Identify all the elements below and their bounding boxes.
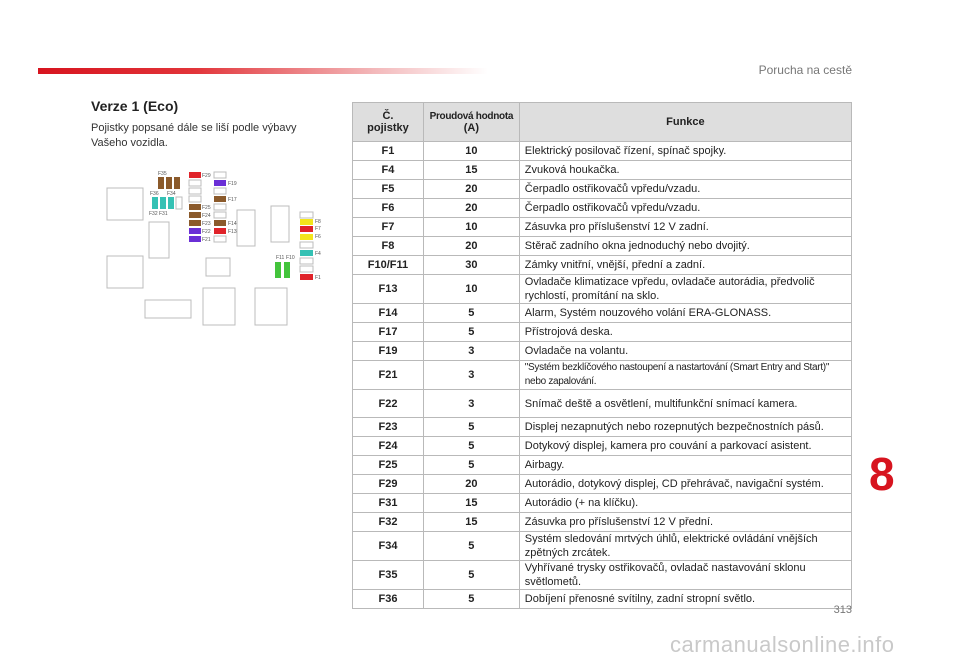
- fuse-number-cell: F32: [353, 513, 424, 532]
- fuse-function-cell: Zámky vnitřní, vnější, přední a zadní.: [519, 256, 851, 275]
- table-row: [353, 304, 852, 323]
- fuse-current-cell: 3: [423, 342, 519, 361]
- fuse-function-cell: Přístrojová deska.: [519, 323, 851, 342]
- fuse-slot: [300, 258, 313, 264]
- fuse-F22: [189, 228, 201, 234]
- fuse-number-cell: F23: [353, 418, 424, 437]
- relay-block: [255, 288, 287, 325]
- fuse-number-cell: F13: [353, 275, 424, 304]
- table-row: [353, 590, 852, 609]
- col-header-function: Funkce: [519, 103, 851, 142]
- fuse-F25: [189, 204, 201, 210]
- fuse-F35b: [166, 177, 172, 189]
- fuse-current-cell: 5: [423, 561, 519, 590]
- fuse-slot: [300, 212, 313, 218]
- section-intro: Pojistky popsané dále se liší podle výbavy Vašeho vozidla.: [91, 122, 297, 149]
- fuse-label: F35: [158, 171, 167, 177]
- fuse-number-cell: F1: [353, 142, 424, 161]
- table-row: [353, 161, 852, 180]
- table-row: [353, 532, 852, 561]
- fuse-slot: [214, 212, 226, 218]
- fuse-label: F6: [315, 234, 321, 240]
- fuse-number-cell: F35: [353, 561, 424, 590]
- table-row: [353, 513, 852, 532]
- fuse-label: F1: [315, 275, 321, 281]
- fuse-slot: [189, 180, 201, 186]
- fuse-label: F29: [202, 173, 211, 179]
- fuse-F11: [275, 262, 281, 278]
- fuse-current-cell: 20: [423, 237, 519, 256]
- fuse-function-cell: Čerpadlo ostřikovačů vpředu/vzadu.: [519, 199, 851, 218]
- table-row: [353, 361, 852, 390]
- fuse-slot: [214, 204, 226, 210]
- fuse-label: F14: [228, 221, 237, 227]
- table-row: [353, 418, 852, 437]
- fuse-F23: [189, 220, 201, 226]
- page-number: 313: [833, 604, 852, 616]
- fuse-F21: [189, 236, 201, 242]
- fuse-function-cell: "Systém bezklíčového nastoupení a nastartování (Smart Entry and Start)" nebo zapalování.: [519, 361, 851, 390]
- fuse-number-cell: F8: [353, 237, 424, 256]
- fuse-label: F23: [202, 221, 211, 227]
- fuse-label: F22: [202, 229, 211, 235]
- fuse-label: F17: [228, 197, 237, 203]
- fuse-slot: [300, 242, 313, 248]
- relay-block: [145, 300, 191, 318]
- fuse-function-cell: Dobíjení přenosné svítilny, zadní stropní světlo.: [519, 590, 851, 609]
- fuse-F7: [300, 226, 313, 232]
- table-row: [353, 342, 852, 361]
- fuse-current-cell: 3: [423, 361, 519, 390]
- fuse-current-cell: 20: [423, 475, 519, 494]
- table-row: [353, 142, 852, 161]
- fuse-label: F4: [315, 251, 321, 257]
- fuse-function-cell: Airbagy.: [519, 456, 851, 475]
- fuse-current-cell: 10: [423, 275, 519, 304]
- fuse-function-cell: Ovladače klimatizace vpředu, ovladače autorádia, předvolič rychlostí, promítání na sklo.: [519, 275, 851, 304]
- fuse-number-cell: F17: [353, 323, 424, 342]
- fuse-function-cell: Systém sledování mrtvých úhlů, elektrické ovládání vnějších zpětných zrcátek.: [519, 532, 851, 561]
- fuse-F31: [160, 197, 166, 209]
- fuse-function-cell: Ovladače na volantu.: [519, 342, 851, 361]
- fuse-table: [352, 102, 852, 609]
- fuse-function-cell: Zásuvka pro příslušenství 12 V přední.: [519, 513, 851, 532]
- fuse-number-cell: F22: [353, 390, 424, 418]
- fuse-number-cell: F34: [353, 532, 424, 561]
- col-header-current-line2: (A): [463, 121, 479, 134]
- fuse-current-cell: 20: [423, 180, 519, 199]
- fuse-current-cell: 3: [423, 390, 519, 418]
- fuse-current-cell: 10: [423, 218, 519, 237]
- fuse-function-cell: Čerpadlo ostřikovačů vpředu/vzadu.: [519, 180, 851, 199]
- fuse-function-cell: Stěrač zadního okna jednoduchý nebo dvojitý.: [519, 237, 851, 256]
- fuse-F36: [152, 197, 158, 209]
- fuse-function-cell: Elektrický posilovač řízení, spínač spojky.: [519, 142, 851, 161]
- fuse-label: F10: [286, 255, 295, 261]
- fuse-current-cell: 10: [423, 142, 519, 161]
- table-row: [353, 323, 852, 342]
- fuse-F32: [168, 197, 174, 209]
- relay-block: [107, 256, 143, 288]
- fuse-box-diagram: [103, 168, 333, 333]
- fuse-label: F21: [202, 237, 211, 243]
- fuse-label: F36: [150, 191, 159, 197]
- fuse-number-cell: F29: [353, 475, 424, 494]
- fuse-number-cell: F25: [353, 456, 424, 475]
- fuse-F8: [300, 219, 313, 225]
- fuse-function-cell: Snímač deště a osvětlení, multifunkční snímací kamera.: [519, 390, 851, 418]
- table-row: [353, 256, 852, 275]
- fuse-F4: [300, 250, 313, 256]
- fuse-current-cell: 5: [423, 304, 519, 323]
- table-row: [353, 199, 852, 218]
- fuse-label: F31: [159, 211, 168, 217]
- fuse-current-cell: 5: [423, 532, 519, 561]
- fuse-current-cell: 15: [423, 161, 519, 180]
- fuse-current-cell: 5: [423, 418, 519, 437]
- fuse-function-cell: Autorádio, dotykový displej, CD přehrávač, navigační systém.: [519, 475, 851, 494]
- table-header-row: [353, 103, 852, 142]
- fuse-current-cell: 15: [423, 494, 519, 513]
- fuse-F19: [214, 180, 226, 186]
- fuse-function-cell: Dotykový displej, kamera pro couvání a parkovací asistent.: [519, 437, 851, 456]
- table-row: [353, 275, 852, 304]
- fuse-F14: [214, 220, 226, 226]
- table-row: [353, 561, 852, 590]
- fuse-function-cell: Displej nezapnutých nebo rozepnutých bezpečnostních pásů.: [519, 418, 851, 437]
- col-header-current-line1: Proudová hodnota: [429, 110, 514, 122]
- fuse-slot: [214, 188, 226, 194]
- table-row: [353, 437, 852, 456]
- fuse-F29: [189, 172, 201, 178]
- fuse-number-cell: F19: [353, 342, 424, 361]
- fuse-current-cell: 30: [423, 256, 519, 275]
- fuse-function-cell: Zvuková houkačka.: [519, 161, 851, 180]
- fuse-label: F8: [315, 219, 321, 225]
- fuse-F35: [158, 177, 164, 189]
- col-header-fuse-line2: pojistky: [367, 122, 409, 134]
- fuse-F13: [214, 228, 226, 234]
- watermark: carmanualsonline.info: [670, 632, 895, 657]
- fuse-function-cell: Vyhřívané trysky ostřikovačů, ovladač nastavování sklonu světlometů.: [519, 561, 851, 590]
- fuse-number-cell: F31: [353, 494, 424, 513]
- chapter-number: 8: [869, 448, 895, 500]
- fuse-current-cell: 5: [423, 590, 519, 609]
- fuse-F34: [174, 177, 180, 189]
- fuse-slot: [300, 266, 313, 272]
- fuse-label: F13: [228, 229, 237, 235]
- relay-block: [149, 222, 169, 258]
- fuse-F17: [214, 196, 226, 202]
- fuse-F10: [284, 262, 290, 278]
- fuse-function-cell: Alarm, Systém nouzového volání ERA-GLONASS.: [519, 304, 851, 323]
- fuse-current-cell: 20: [423, 199, 519, 218]
- fuse-label: F34: [167, 191, 176, 197]
- relay-block: [107, 188, 143, 220]
- table-row: [353, 456, 852, 475]
- col-header-fuse-line1: Č.: [382, 110, 394, 122]
- table-row: [353, 237, 852, 256]
- fuse-slot: [214, 236, 226, 242]
- fuse-F24: [189, 212, 201, 218]
- fuse-function-cell: Autorádio (+ na klíčku).: [519, 494, 851, 513]
- fuse-number-cell: F7: [353, 218, 424, 237]
- fuse-label: F24: [202, 213, 211, 219]
- relay-block: [203, 288, 235, 325]
- fuse-number-cell: F6: [353, 199, 424, 218]
- fuse-number-cell: F21: [353, 361, 424, 390]
- table-row: [353, 180, 852, 199]
- fuse-number-cell: F4: [353, 161, 424, 180]
- fuse-number-cell: F36: [353, 590, 424, 609]
- fuse-current-cell: 5: [423, 323, 519, 342]
- fuse-label: F7: [315, 226, 321, 232]
- fuse-number-cell: F10/F11: [353, 256, 424, 275]
- fuse-slot: [189, 196, 201, 202]
- fuse-label: F19: [228, 181, 237, 187]
- fuse-label: F11: [276, 255, 285, 261]
- chapter-title: Porucha na cestě: [758, 63, 852, 77]
- fuse-current-cell: 15: [423, 513, 519, 532]
- table-row: [353, 494, 852, 513]
- table-row: [353, 218, 852, 237]
- fuse-slot: [189, 188, 201, 194]
- fuse-function-cell: Zásuvka pro příslušenství 12 V zadní.: [519, 218, 851, 237]
- fuse-label: F25: [202, 205, 211, 211]
- fuse-label: F32: [149, 211, 158, 217]
- relay-block: [237, 210, 255, 246]
- fuse-F1: [300, 274, 313, 280]
- fuse-number-cell: F5: [353, 180, 424, 199]
- header-accent-bar: [38, 68, 488, 74]
- fuse-number-cell: F24: [353, 437, 424, 456]
- fuse-slot: [214, 172, 226, 178]
- fuse-current-cell: 5: [423, 437, 519, 456]
- fuse-number-cell: F14: [353, 304, 424, 323]
- relay-block: [206, 258, 230, 276]
- table-row: [353, 390, 852, 418]
- relay-block: [271, 206, 289, 242]
- fuse-F6: [300, 234, 313, 240]
- fuse-current-cell: 5: [423, 456, 519, 475]
- section-title: Verze 1 (Eco): [91, 98, 179, 114]
- col-header-fuse: [353, 103, 424, 142]
- fuse-slot: [176, 197, 182, 209]
- table-row: [353, 475, 852, 494]
- col-header-current: [423, 103, 519, 142]
